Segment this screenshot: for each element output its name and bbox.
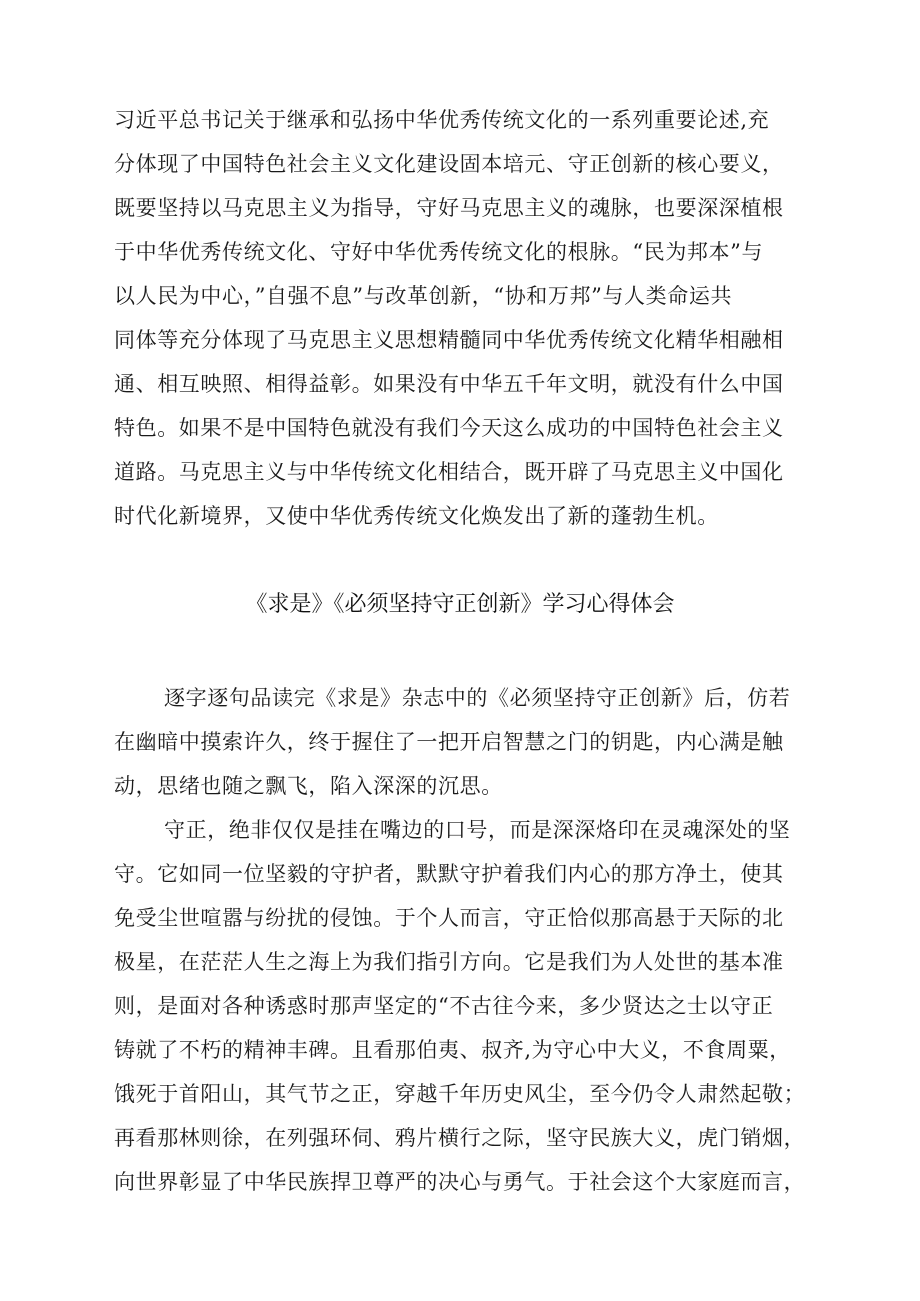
- text-line: 则，是面对各种诱惑时那声坚定的“不古往今来，多少贤达之士以守正: [114, 994, 774, 1018]
- text-line: 饿死于首阳山，其气节之正，穿越千年历史风尘，至今仍令人肃然起敬；: [114, 1082, 806, 1106]
- text-line: 动，思绪也随之飘飞，陷入深深的沉思。: [114, 774, 503, 798]
- text-line: 习近平总书记关于继承和弘扬中华优秀传统文化的一系列重要论述,充: [114, 108, 770, 132]
- text-line: 同体等充分体现了马克思主义思想精髓同中华优秀传统文化精华相融相: [114, 328, 784, 352]
- text-line: 守正，绝非仅仅是挂在嘴边的口号，而是深深烙印在灵魂深处的坚: [164, 818, 791, 842]
- article-heading: 《求是》《必须坚持守正创新》学习心得体会: [245, 592, 675, 617]
- text-line: 向世界彰显了中华民族捍卫尊严的决心与勇气。于社会这个大家庭而言，: [114, 1170, 806, 1194]
- text-line: 特色。如果不是中国特色就没有我们今天这么成功的中国特色社会主义: [114, 416, 784, 440]
- text-line: 道路。马克思主义与中华传统文化相结合，既开辟了马克思主义中国化: [114, 460, 784, 484]
- text-line: 以人民为中心，”自强不息”与改革创新，“协和万邦”与人类命运共: [114, 284, 733, 308]
- text-line: 在幽暗中摸索许久，终于握住了一把开启智慧之门的钥匙，内心满是触: [114, 730, 784, 754]
- text-line: 既要坚持以马克思主义为指导，守好马克思主义的魂脉，也要深深植根: [114, 196, 784, 220]
- text-line: 守。它如同一位坚毅的守护者，默默守护着我们内心的那方净土，使其: [114, 862, 784, 886]
- text-line: 于中华优秀传统文化、守好中华优秀传统文化的根脉。“民为邦本”与: [114, 240, 764, 264]
- text-line: 逐字逐句品读完《求是》杂志中的《必须坚持守正创新》后，仿若: [164, 686, 791, 710]
- text-line: 分体现了中国特色社会主义文化建设固本培元、守正创新的核心要义，: [114, 152, 784, 176]
- text-line: 再看那林则徐，在列强环伺、鸦片横行之际，坚守民族大义，虎门销烟，: [114, 1126, 806, 1150]
- text-line: 通、相互映照、相得益彰。如果没有中华五千年文明，就没有什么中国: [114, 372, 784, 396]
- text-line: 时代化新境界，又使中华优秀传统文化焕发出了新的蓬勃生机。: [114, 504, 719, 528]
- text-line: 铸就了不朽的精神丰碑。且看那伯夷、叔齐,为守心中大义，不食周粟，: [114, 1038, 791, 1062]
- text-line: 极星，在茫茫人生之海上为我们指引方向。它是我们为人处世的基本准: [114, 950, 784, 974]
- text-line: 免受尘世喧嚣与纷扰的侵蚀。于个人而言，守正恰似那高悬于天际的北: [114, 906, 784, 930]
